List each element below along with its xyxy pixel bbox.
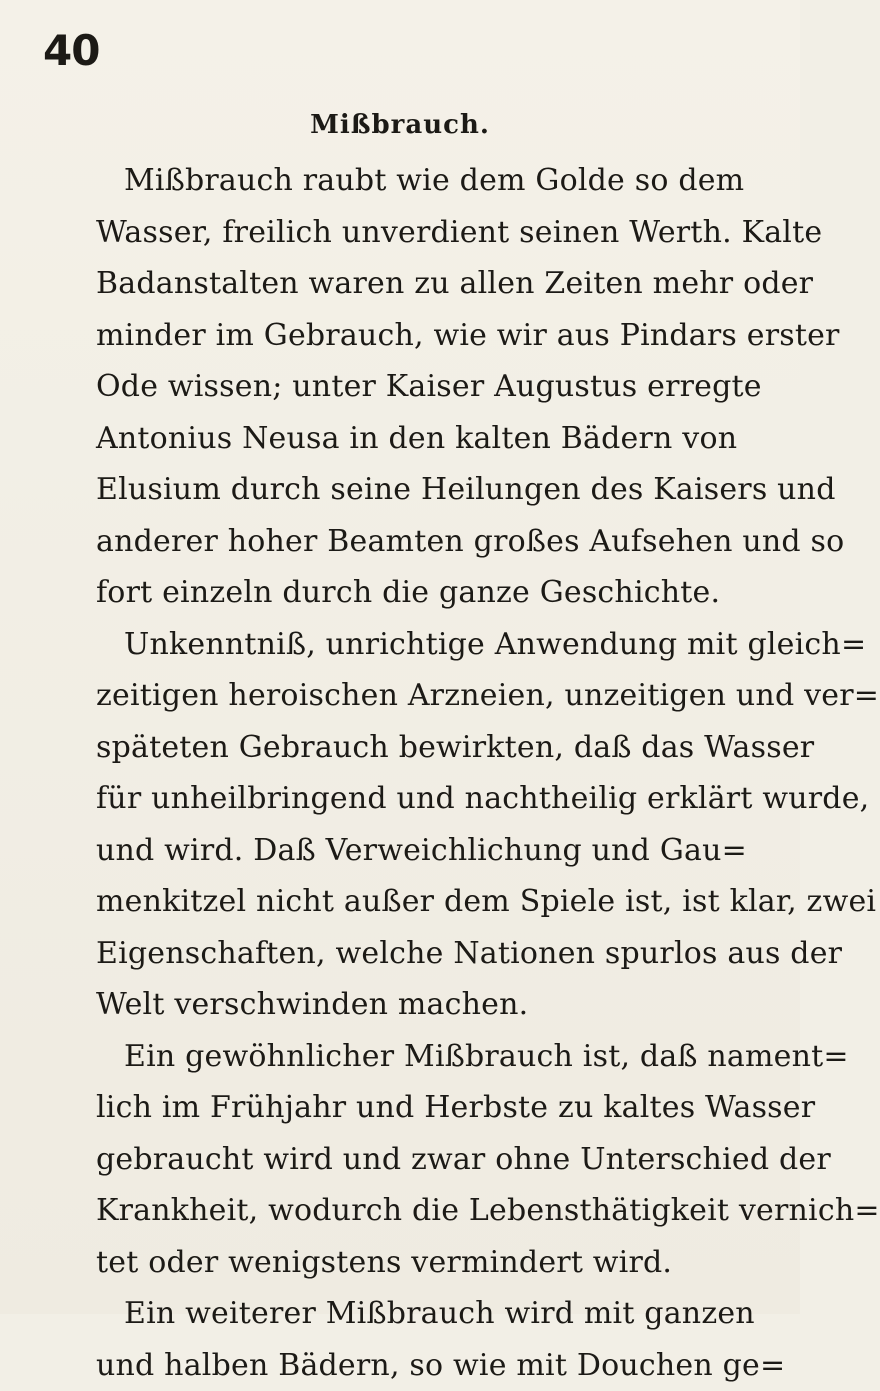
text-line: Eigenschaften, welche Nationen spurlos aus der <box>96 928 724 980</box>
text-line: Antonius Neusa in den kalten Bädern von <box>96 413 724 465</box>
text-line: Badanstalten waren zu allen Zeiten mehr oder <box>96 258 724 310</box>
page-number: 40 <box>43 30 99 72</box>
text-line: Welt verschwinden machen. <box>96 979 724 1031</box>
text-line: für unheilbringend und nachtheilig erklärt wurde, <box>96 773 724 825</box>
text-line: gebraucht wird und zwar ohne Unterschied der <box>96 1134 724 1186</box>
paragraph-1 <box>96 155 724 619</box>
text-line: späteten Gebrauch bewirkten, daß das Wasser <box>96 722 724 774</box>
text-line: tet oder wenigstens vermindert wird. <box>96 1237 724 1289</box>
text-line: anderer hoher Beamten großes Aufsehen und so <box>96 516 724 568</box>
text-line: Unkenntniß, unrichtige Anwendung mit gleich= <box>96 619 724 671</box>
text-line: zeitigen heroischen Arzneien, unzeitigen und ver= <box>96 670 724 722</box>
text-line: Krankheit, wodurch die Lebensthätigkeit vernich= <box>96 1185 724 1237</box>
text-line: Mißbrauch raubt wie dem Golde so dem <box>96 155 724 207</box>
section-heading: Mißbrauch. <box>0 112 800 138</box>
text-line: lich im Frühjahr und Herbste zu kaltes Wasser <box>96 1082 724 1134</box>
text-line: Ein gewöhnlicher Mißbrauch ist, daß nament= <box>96 1031 724 1083</box>
body-text <box>96 155 724 1391</box>
text-line: menkitzel nicht außer dem Spiele ist, ist klar, zwei <box>96 876 724 928</box>
text-line: Ode wissen; unter Kaiser Augustus erregte <box>96 361 724 413</box>
paragraph-2 <box>96 619 724 1031</box>
text-line: fort einzeln durch die ganze Geschichte. <box>96 567 724 619</box>
text-line: Elusium durch seine Heilungen des Kaisers und <box>96 464 724 516</box>
text-line: und halben Bädern, so wie mit Douchen ge= <box>96 1340 724 1391</box>
paragraph-3 <box>96 1031 724 1289</box>
text-line: Wasser, freilich unverdient seinen Werth. Kalte <box>96 207 724 259</box>
paragraph-4 <box>96 1288 724 1391</box>
text-line: Ein weiterer Mißbrauch wird mit ganzen <box>96 1288 724 1340</box>
text-line: minder im Gebrauch, wie wir aus Pindars erster <box>96 310 724 362</box>
text-line: und wird. Daß Verweichlichung und Gau= <box>96 825 724 877</box>
